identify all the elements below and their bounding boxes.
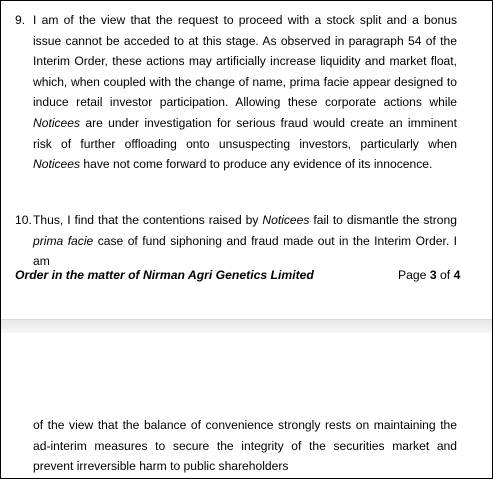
page-current: 3: [429, 268, 437, 282]
paragraph-9-noticees-1: Noticees: [33, 115, 81, 130]
page-of: of: [436, 268, 454, 282]
paragraph-10-continuation: of the view that the balance of convenience strongly rests on maintaining the ad-interim measures to secure the integrity of the securities market and prevent irreversible harm to public shareholders: [33, 418, 457, 474]
paragraph-10-prima-facie: prima facie: [33, 233, 94, 248]
footer-page-number: [398, 268, 460, 282]
paragraph-9-noticees-2: Noticees: [33, 157, 81, 172]
page-3: [1, 1, 492, 319]
paragraph-10-text-c: case of fund siphoning and fraud made out in the Interim Order. I am: [33, 233, 457, 269]
paragraph-10-number: 10.: [15, 213, 32, 227]
paragraph-10: [33, 210, 457, 272]
paragraph-10-noticees: Noticees: [262, 213, 310, 227]
paragraph-9-text-a: I am of the view that the request to proceed with a stock split and a bonus issue cannot be acceded to at this stage. As observed in paragraph 54 of the Interim Order, these actions may artificially increase liquidity and market float, which, when coupled with the change of name, prima facie appear designed to induce retail investor participation. Allowing these corporate actions while: [33, 13, 457, 110]
page-4: [1, 333, 492, 478]
paragraph-10-text-a: Thus, I find that the contentions raised by: [33, 213, 263, 227]
paragraph-9: [33, 10, 457, 175]
paragraph-9-text-b: are under investigation for serious fraud would create an imminent risk of further offloading onto unsuspecting investors, particularly when: [33, 115, 457, 151]
page-total: 4: [453, 268, 461, 282]
paragraph-10-text-b: fail to dismantle the strong: [309, 213, 457, 227]
page-prefix: Page: [398, 268, 430, 282]
footer-order-title: Order in the matter of Nirman Agri Genetics Limited: [15, 268, 314, 282]
page-separator: [1, 319, 492, 334]
paragraph-9-number: 9.: [15, 13, 26, 27]
paragraph-9-text-c: have not come forward to produce any evidence of its innocence.: [80, 157, 433, 172]
